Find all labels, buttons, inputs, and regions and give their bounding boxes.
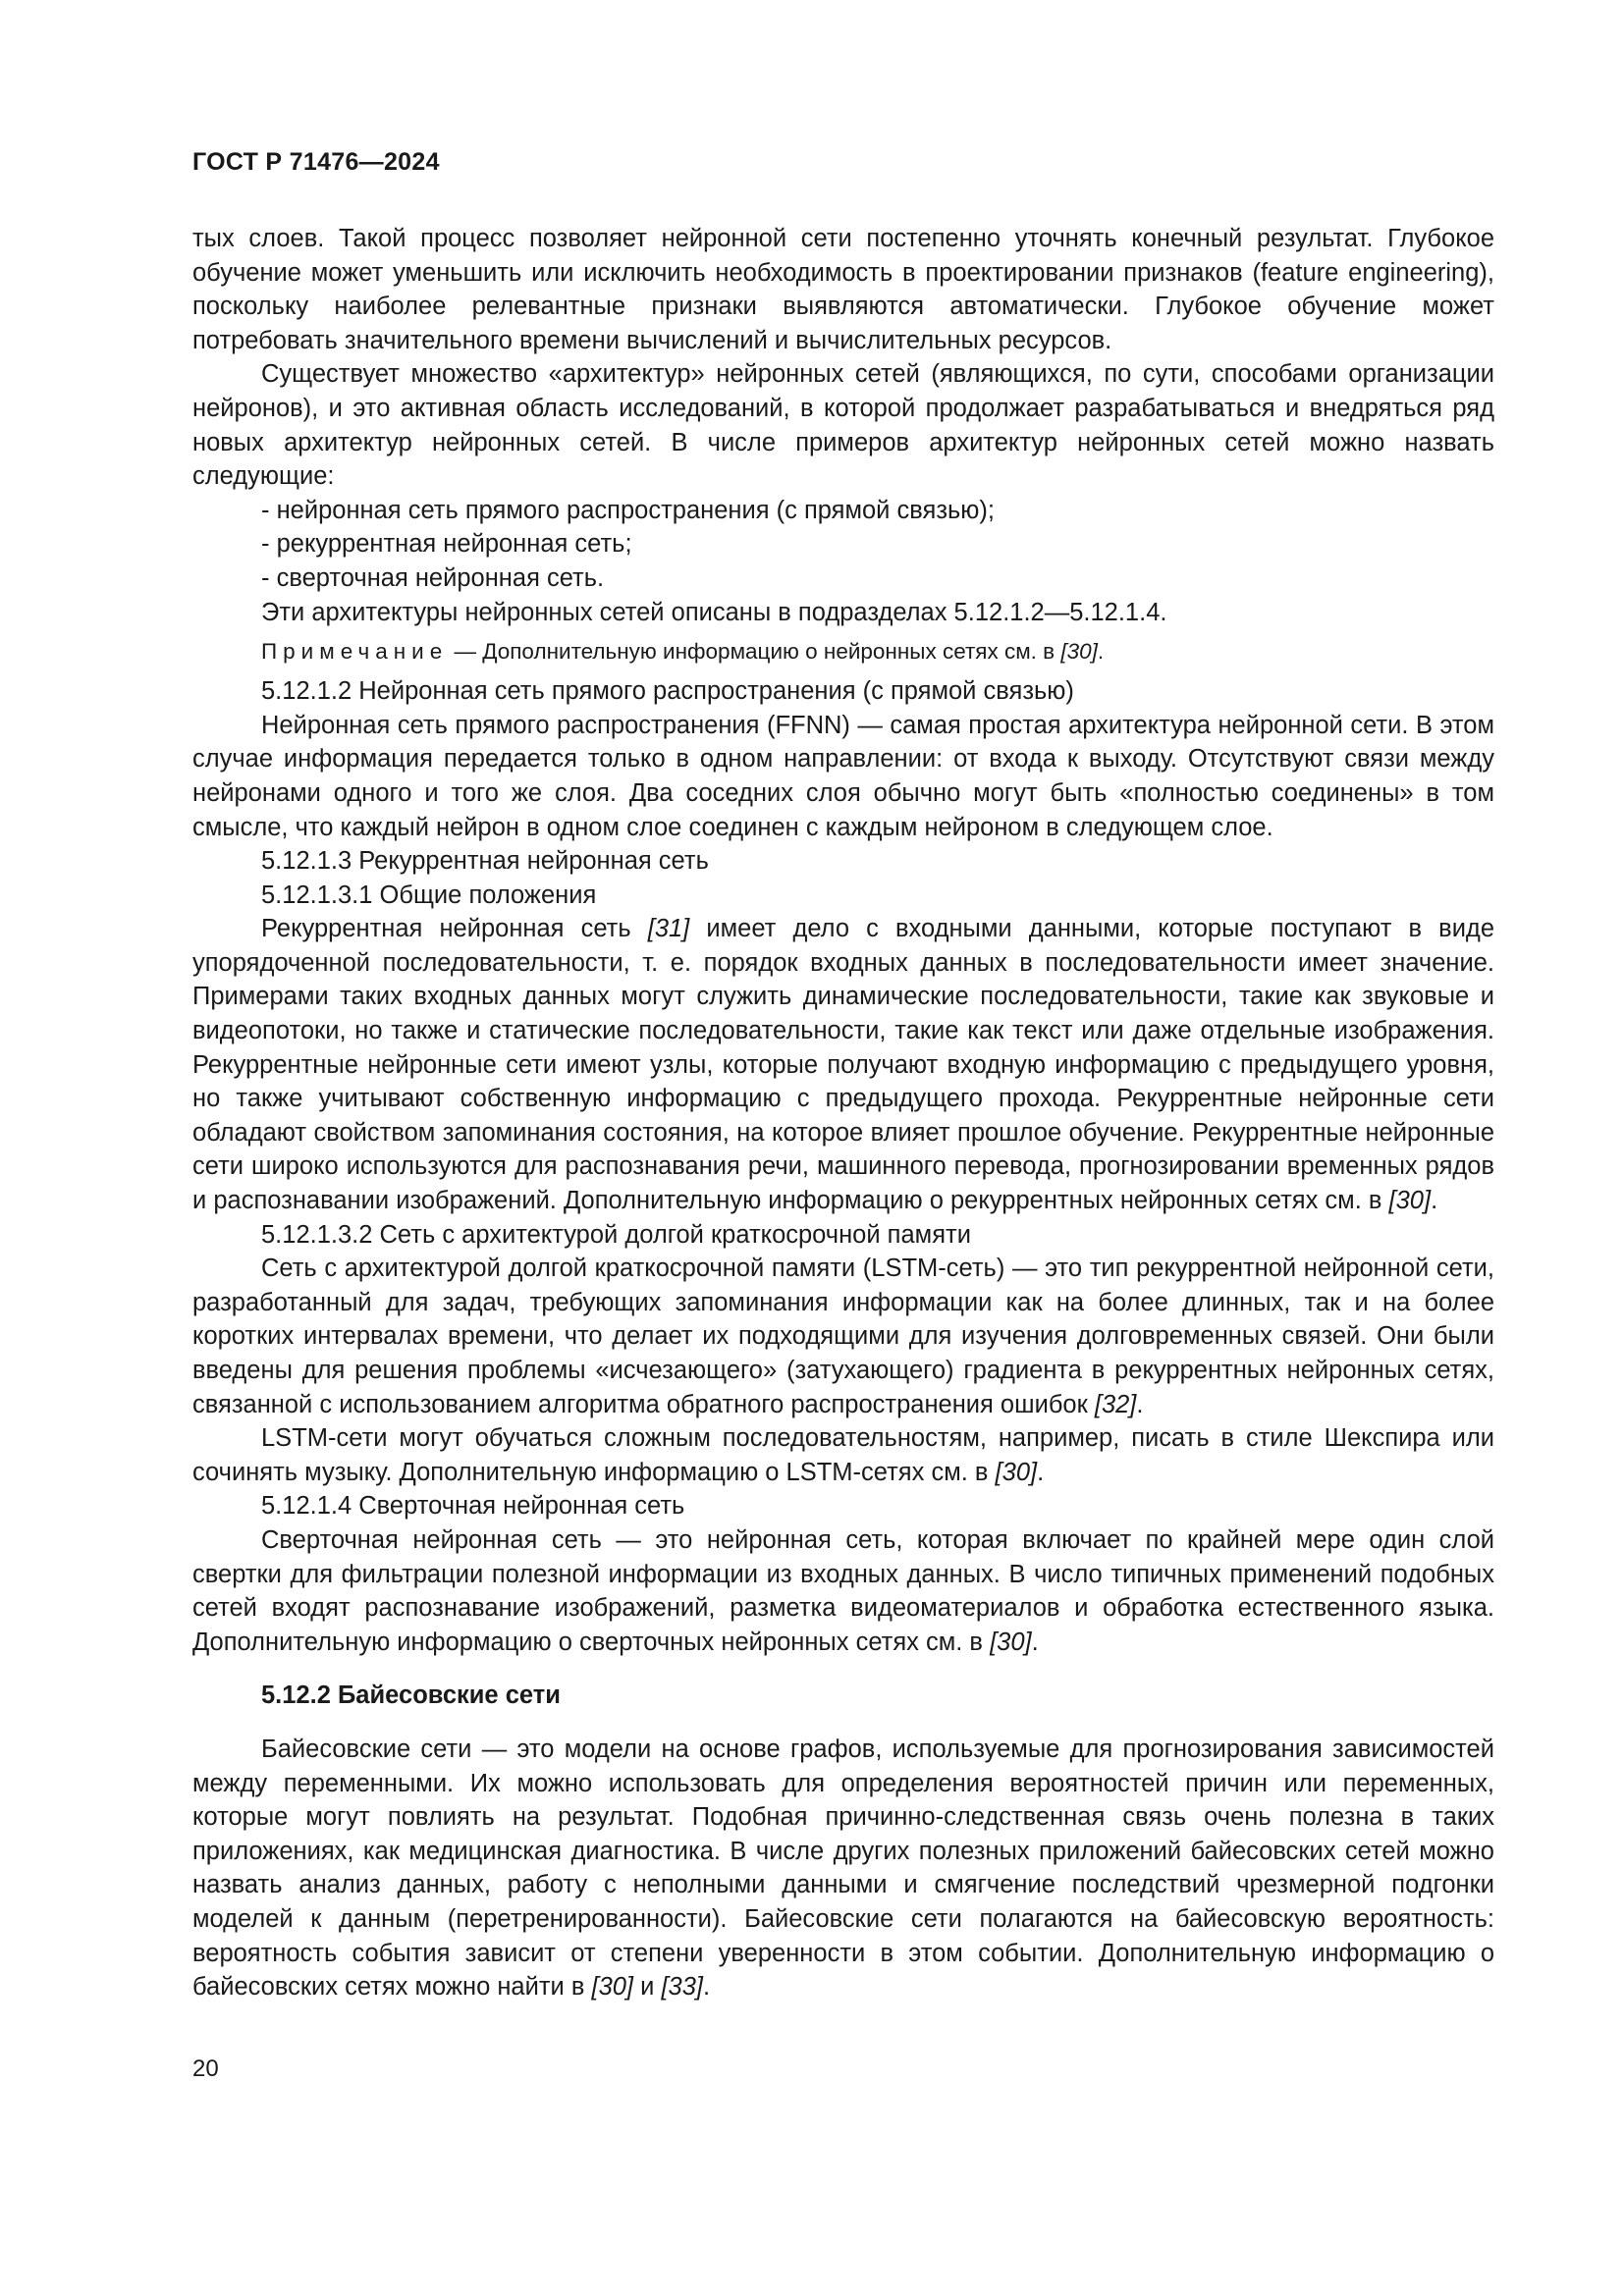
paragraph: Сеть с архитектурой долгой краткосрочной памяти (LSTM-сеть) — это тип рекуррентной нейронной сети, разработанный для задач, требующих запоминания информации как на более длинных, так и на более коротких интервалах времени, что делает их подходящими для изучения долговременных связей. Они были введены для решения проблемы «исчезающего» (затухающего) градиента в рекуррентных нейронных сетях, связанной с использованием алгоритма обратного распространения ошибок [32]. (192, 1255, 1494, 1418)
paragraph: Байесовские сети — это модели на основе графов, используемые для прогнозирования зависимостей между переменными. Их можно использовать для определения вероятностей причин или переменных, которые могут повлиять на результат. Подобная причинно-следственная связь очень полезна в таких приложениях, как медицинская диагностика. В числе других полезных приложений байесовских сетей можно назвать анализ данных, работу с неполными данными и смягчение последствий чрезмерной подгонки моделей к данным (перетренированности). Байесовские сети полагаются на байесовскую вероятность: вероятность события зависит от степени уверенности в этом событии. Дополнительную информацию о байесовских сетях можно найти в [30] и [33]. (192, 1735, 1494, 2002)
reference: [30] (1388, 1187, 1432, 1215)
paragraph: Существует множество «архитектур» нейронных сетей (являющихся, по сути, способами организации нейронов), и это активная область исследований, в которой продолжает разрабатываться и внедряться ряд новых архитектур нейронных сетей. В числе примеров архитектур нейронных сетей можно назвать следующие: (192, 360, 1494, 491)
reference: [30] (995, 1458, 1038, 1486)
note-text: — Дополнительную информацию о нейронных сетях см. в (448, 639, 1061, 665)
list-item: - рекуррентная нейронная сеть; (261, 530, 632, 559)
section-heading: 5.12.1.2 Нейронная сеть прямого распространения (с прямой связью) (261, 677, 1074, 706)
section-heading: 5.12.1.4 Сверточная нейронная сеть (261, 1492, 685, 1521)
subsection-heading: 5.12.2 Байесовские сети (261, 1682, 561, 1710)
reference: [31] (647, 915, 690, 943)
reference: [33] (661, 1973, 703, 2002)
page-number: 20 (192, 2056, 219, 2082)
body-text (192, 222, 1494, 2004)
reference: [32] (1094, 1390, 1137, 1418)
paragraph: Рекуррентная нейронная сеть [31] имеет дело с входными данными, которые поступают в виде упорядоченной последовательности, т. е. порядок входных данных в последовательности имеет значение. Примерами таких входных данных могут служить динамические последовательности, такие как звуковые и видеопотоки, но также и статические последовательности, такие как текст или даже отдельные изображения. Рекуррентные нейронные сети имеют узлы, которые получают входную информацию с предыдущего уровня, но также учитывают собственную информацию с предыдущего прохода. Рекуррентные нейронные сети обладают свойством запоминания состояния, на которое влияет прошлое обучение. Рекуррентные нейронные сети широко используются для распознавания речи, машинного перевода, прогнозировании временных рядов и распознавании изображений. Дополнительную информацию о рекуррентных нейронных сетях см. в [30]. (192, 915, 1494, 1215)
paragraph: Сверточная нейронная сеть — это нейронная сеть, которая включает по крайней мере один слой свертки для фильтрации полезной информации из входных данных. В число типичных применений подобных сетей входят распознавание изображений, разметка видеоматериалов и обработка естественного языка. Дополнительную информацию о сверточных нейронных сетях см. в [30]. (192, 1525, 1494, 1656)
document-header: ГОСТ Р 71476—2024 (192, 148, 440, 176)
section-heading: 5.12.1.3.2 Сеть с архитектурой долгой краткосрочной памяти (261, 1220, 971, 1249)
reference: [30] (591, 1973, 634, 2002)
reference: [30] (1060, 639, 1098, 665)
paragraph: Нейронная сеть прямого распространения (FFNN) — самая простая архитектура нейронной сети. В этом случае информация передается только в одном направлении: от входа к выходу. Отсутствуют связи между нейронами одного и того же слоя. Два соседних слоя обычно могут быть «полностью соединены» в том смысле, что каждый нейрон в одном слое соединен с каждым нейроном в следующем слое. (192, 711, 1494, 841)
paragraph: тых слоев. Такой процесс позволяет нейронной сети постепенно уточнять конечный результат. Глубокое обучение может уменьшить или исключить необходимость в проектировании признаков (feature engineering), поскольку наиболее релевантные признаки выявляются автоматически. Глубокое обучение может потребовать значительного времени вычислений и вычислительных ресурсов. (192, 225, 1494, 354)
list-item: - сверточная нейронная сеть. (261, 563, 605, 592)
paragraph: Эти архитектуры нейронных сетей описаны в подразделах 5.12.1.2—5.12.1.4. (261, 598, 1167, 626)
section-heading: 5.12.1.3.1 Общие положения (261, 881, 597, 909)
note-label: Примечание (261, 639, 449, 665)
note: Примечание — Дополнительную информацию о нейронных сетях см. в [30]. (261, 639, 1105, 665)
list-item: - нейронная сеть прямого распространения (с прямой связью); (261, 496, 995, 524)
reference: [30] (990, 1628, 1032, 1656)
paragraph: LSTM-сети могут обучаться сложным последовательностям, например, писать в стиле Шекспира или сочинять музыку. Дополнительную информацию о LSTM-сетях см. в [30]. (192, 1424, 1494, 1486)
section-heading: 5.12.1.3 Рекуррентная нейронная сеть (261, 847, 709, 876)
